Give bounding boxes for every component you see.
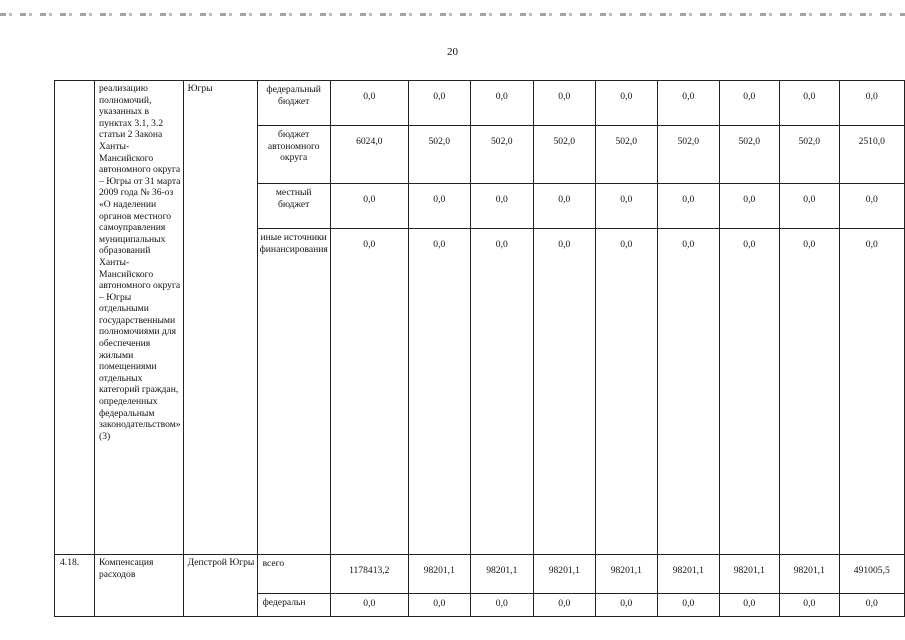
funding-source-label: местный бюджет xyxy=(257,184,330,229)
value-cell: 2510,0 xyxy=(839,126,904,184)
value-cell: 502,0 xyxy=(719,126,779,184)
value-cell: 98201,1 xyxy=(779,555,839,594)
value-cell: 0,0 xyxy=(533,594,595,617)
value-cell: 0,0 xyxy=(779,184,839,229)
value-cell: 491005,5 xyxy=(839,555,904,594)
scan-artifact-line xyxy=(0,13,905,16)
value-cell: 0,0 xyxy=(470,594,533,617)
value-cell: 98201,1 xyxy=(719,555,779,594)
value-cell: 0,0 xyxy=(719,229,779,555)
table-row xyxy=(55,81,905,126)
value-cell: 98201,1 xyxy=(595,555,657,594)
item-code: 4.18. xyxy=(55,555,95,617)
value-cell: 0,0 xyxy=(839,81,904,126)
item-code-cell xyxy=(55,81,95,555)
value-cell: 0,0 xyxy=(839,594,904,617)
page-number: 20 xyxy=(447,46,458,58)
value-cell: 0,0 xyxy=(533,184,595,229)
value-cell: 0,0 xyxy=(595,184,657,229)
value-cell: 0,0 xyxy=(779,81,839,126)
value-cell: 0,0 xyxy=(408,594,470,617)
item-description: Компенсация расходов xyxy=(95,555,184,617)
value-cell: 0,0 xyxy=(330,81,408,126)
value-cell: 0,0 xyxy=(330,229,408,555)
value-cell: 0,0 xyxy=(533,229,595,555)
responsible-executor: Депстрой Югры xyxy=(183,555,257,617)
value-cell: 0,0 xyxy=(408,184,470,229)
funding-source-label: федеральный бюджет xyxy=(257,81,330,126)
value-cell: 502,0 xyxy=(779,126,839,184)
value-cell: 98201,1 xyxy=(657,555,719,594)
value-cell: 0,0 xyxy=(719,81,779,126)
value-cell: 0,0 xyxy=(595,229,657,555)
responsible-executor: Югры xyxy=(183,81,257,555)
funding-source-label: всего xyxy=(257,555,330,594)
value-cell: 0,0 xyxy=(657,594,719,617)
value-cell: 502,0 xyxy=(408,126,470,184)
value-cell: 0,0 xyxy=(595,81,657,126)
value-cell: 502,0 xyxy=(657,126,719,184)
value-cell: 0,0 xyxy=(719,594,779,617)
value-cell: 0,0 xyxy=(719,184,779,229)
value-cell: 0,0 xyxy=(657,81,719,126)
funding-source-label: федеральн xyxy=(257,594,330,617)
value-cell: 0,0 xyxy=(657,229,719,555)
value-cell: 0,0 xyxy=(779,594,839,617)
value-cell: 0,0 xyxy=(470,229,533,555)
item-description: реализацию полномочий, указанных в пунктах 3.1, 3.2 статьи 2 Закона Ханты-Мансийского автономного округа – Югры от 31 марта 2009 года № 36-оз «О наделении органов местного самоуправления муниципальных образований Ханты-Мансийского автономного округа – Югры отдельными государственными полномочиями для обеспечения жилыми помещениями отдельных категорий граждан, определенных федеральным законодательством» (3) xyxy=(95,81,184,555)
value-cell: 502,0 xyxy=(470,126,533,184)
value-cell: 0,0 xyxy=(839,184,904,229)
value-cell: 6024,0 xyxy=(330,126,408,184)
value-cell: 0,0 xyxy=(470,184,533,229)
value-cell: 0,0 xyxy=(330,184,408,229)
value-cell: 0,0 xyxy=(533,81,595,126)
value-cell: 98201,1 xyxy=(470,555,533,594)
value-cell: 502,0 xyxy=(595,126,657,184)
financing-table xyxy=(54,80,905,617)
value-cell: 0,0 xyxy=(657,184,719,229)
value-cell: 0,0 xyxy=(595,594,657,617)
value-cell: 0,0 xyxy=(408,81,470,126)
value-cell: 502,0 xyxy=(533,126,595,184)
value-cell: 0,0 xyxy=(330,594,408,617)
value-cell: 0,0 xyxy=(839,229,904,555)
value-cell: 0,0 xyxy=(470,81,533,126)
value-cell: 1178413,2 xyxy=(330,555,408,594)
table-row xyxy=(55,555,905,594)
funding-source-label: бюджет автономного округа xyxy=(257,126,330,184)
value-cell: 98201,1 xyxy=(533,555,595,594)
funding-source-label: иные источники финансирования xyxy=(257,229,330,555)
value-cell: 98201,1 xyxy=(408,555,470,594)
value-cell: 0,0 xyxy=(779,229,839,555)
value-cell: 0,0 xyxy=(408,229,470,555)
